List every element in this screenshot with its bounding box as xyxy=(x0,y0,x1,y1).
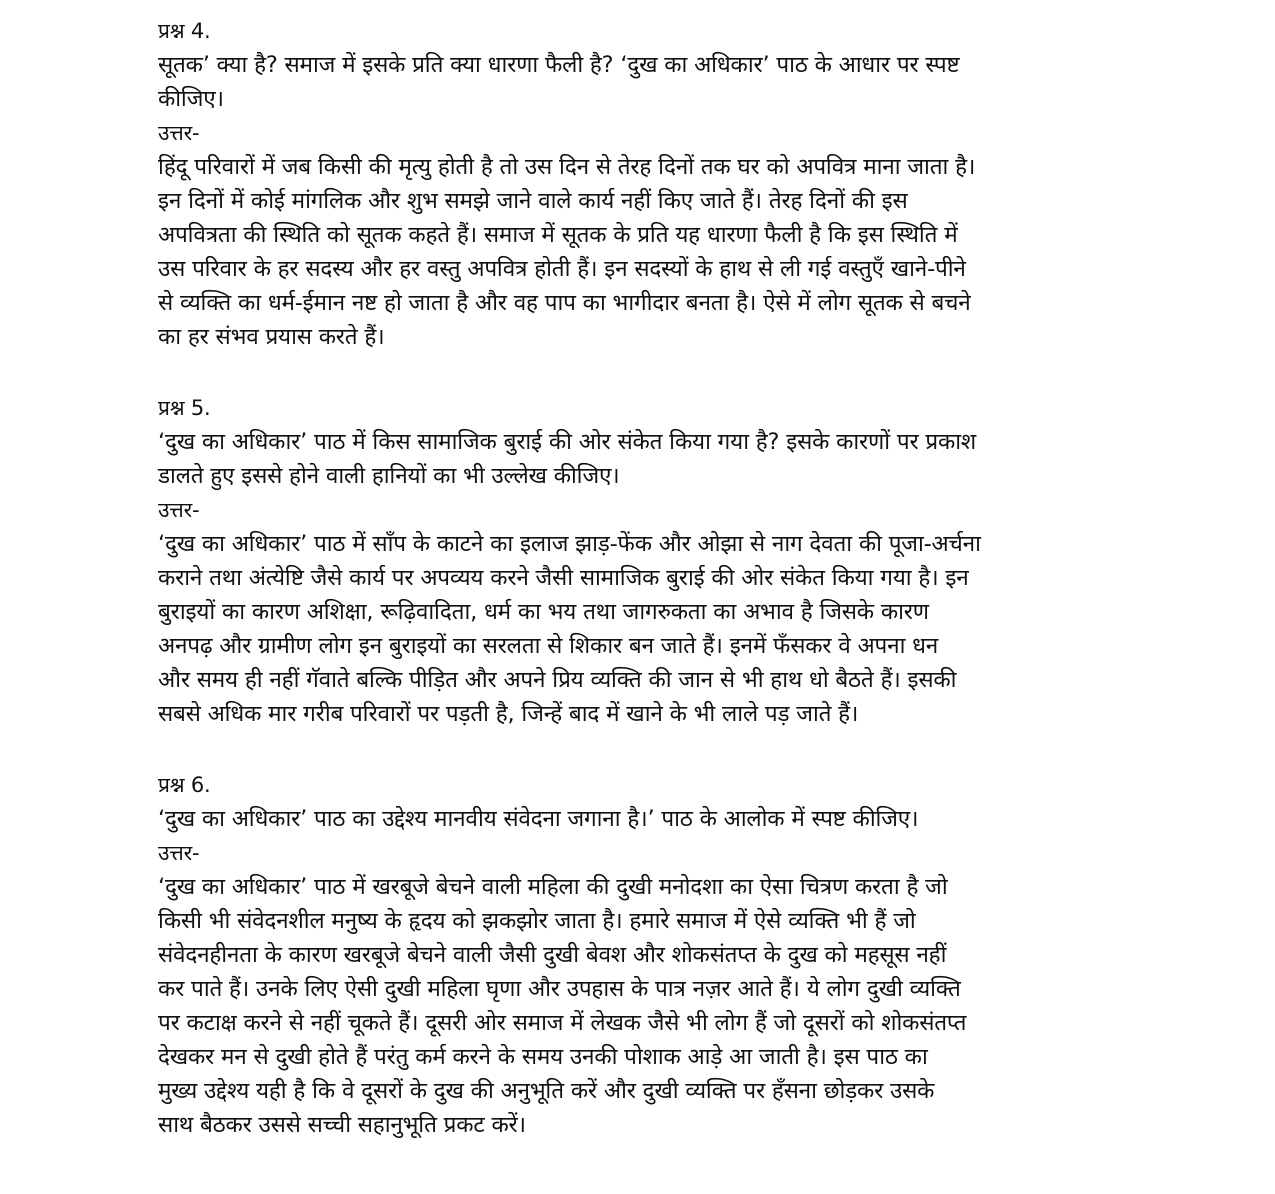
qa-block-5 xyxy=(158,391,1158,731)
answer-line: देखकर मन से दुखी होते हैं परंतु कर्म करने के समय उनकी पोशाक आड़े आ जाती है। इस पाठ का xyxy=(158,1044,928,1070)
answer-line: किसी भी संवेदनशील मनुष्य के हृदय को झकझोर जाता है। हमारे समाज में ऐसे व्यक्ति भी हैं जो xyxy=(158,908,916,934)
question-label: प्रश्न 5. xyxy=(158,396,211,420)
question-label: प्रश्न 4. xyxy=(158,19,211,43)
answer-text xyxy=(158,150,1158,354)
answer-text xyxy=(158,527,1158,731)
document-page xyxy=(158,14,1158,1142)
question-line: ‘दुख का अधिकार’ पाठ में किस सामाजिक बुराई की ओर संकेत किया गया है? इसके कारणों पर प्रकाश xyxy=(158,429,977,455)
answer-line: ‘दुख का अधिकार’ पाठ में खरबूजे बेचने वाली महिला की दुखी मनोदशा का ऐसा चित्रण करता है जो xyxy=(158,874,948,900)
answer-line: उस परिवार के हर सदस्य और हर वस्तु अपवित्र होती हैं। इन सदस्यों के हाथ से ली गई वस्तुएँ खाने-पीने xyxy=(158,256,966,282)
question-line: ‘दुख का अधिकार’ पाठ का उद्देश्य मानवीय संवेदना जगाना है।’ पाठ के आलोक में स्पष्ट कीजिए। xyxy=(158,806,919,832)
answer-line: सबसे अधिक मार गरीब परिवारों पर पड़ती है, जिन्हें बाद में खाने के भी लाले पड़ जाते हैं। xyxy=(158,701,859,727)
answer-line: पर कटाक्ष करने से नहीं चूकते हैं। दूसरी ओर समाज में लेखक जैसे भी लोग हैं जो दूसरों को शोकसंतप्त xyxy=(158,1010,967,1036)
answer-line: हिंदू परिवारों में जब किसी की मृत्यु होती है तो उस दिन से तेरह दिनों तक घर को अपवित्र माना जाता है। xyxy=(158,154,976,180)
question-label: प्रश्न 6. xyxy=(158,773,211,797)
answer-line: संवेदनहीनता के कारण खरबूजे बेचने वाली जैसी दुखी बेवश और शोकसंतप्त के दुख को महसूस नहीं xyxy=(158,942,947,968)
question-line: कीजिए। xyxy=(158,86,224,112)
answer-label: उत्तर- xyxy=(158,498,200,522)
answer-line: बुराइयों का कारण अशिक्षा, रूढ़िवादिता, धर्म का भय तथा जागरुकता का अभाव है जिसके कारण xyxy=(158,599,929,625)
question-text xyxy=(158,802,1158,836)
answer-line: इन दिनों में कोई मांगलिक और शुभ समझे जाने वाले कार्य नहीं किए जाते हैं। तेरह दिनों की इस xyxy=(158,188,908,214)
answer-line: अनपढ़ और ग्रामीण लोग इन बुराइयों का सरलता से शिकार बन जाते हैं। इनमें फँसकर वे अपना धन xyxy=(158,633,939,659)
answer-line: कर पाते हैं। उनके लिए ऐसी दुखी महिला घृणा और उपहास के पात्र नज़र आते हैं। ये लोग दुखी व्यक्ति xyxy=(158,976,961,1002)
answer-line: से व्यक्ति का धर्म-ईमान नष्ट हो जाता है और वह पाप का भागीदार बनता है। ऐसे में लोग सूतक से बचने xyxy=(158,290,971,316)
answer-line: ‘दुख का अधिकार’ पाठ में साँप के काटने का इलाज झाड़-फेंक और ओझा से नाग देवता की पूजा-अर्चना xyxy=(158,531,981,557)
answer-line: मुख्य उद्देश्य यही है कि वे दूसरों के दुख की अनुभूति करें और दुखी व्यक्ति पर हँसना छोड़कर उसके xyxy=(158,1078,935,1104)
qa-block-6 xyxy=(158,768,1158,1142)
answer-line: और समय ही नहीं गॅवाते बल्कि पीड़ित और अपने प्रिय व्यक्ति की जान से भी हाथ धो बैठते हैं। इसकी xyxy=(158,667,957,693)
question-text xyxy=(158,48,1158,116)
qa-block-4 xyxy=(158,14,1158,354)
question-line: सूतक’ क्या है? समाज में इसके प्रति क्या धारणा फैली है? ‘दुख का अधिकार’ पाठ के आधार पर स्पष्ट xyxy=(158,52,960,78)
answer-label: उत्तर- xyxy=(158,121,200,145)
answer-line: कराने तथा अंत्येष्टि जैसे कार्य पर अपव्यय करने जैसी सामाजिक बुराई की ओर संकेत किया गया है। इन xyxy=(158,565,969,591)
answer-line: अपवित्रता की स्थिति को सूतक कहते हैं। समाज में सूतक के प्रति यह धारणा फैली है कि इस स्थिति में xyxy=(158,222,958,248)
answer-text xyxy=(158,870,1158,1142)
question-text xyxy=(158,425,1158,493)
question-line: डालते हुए इससे होने वाली हानियों का भी उल्लेख कीजिए। xyxy=(158,463,620,489)
answer-line: का हर संभव प्रयास करते हैं। xyxy=(158,324,385,350)
answer-line: साथ बैठकर उससे सच्ची सहानुभूति प्रकट करें। xyxy=(158,1112,526,1138)
answer-label: उत्तर- xyxy=(158,841,200,865)
